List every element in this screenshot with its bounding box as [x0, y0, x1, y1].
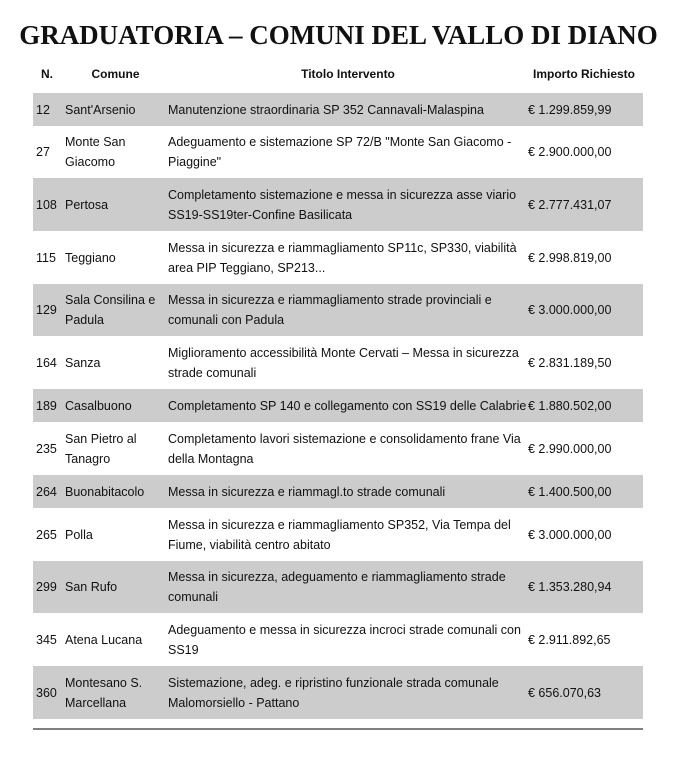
cell-n: 264 — [36, 484, 57, 499]
table-row — [33, 475, 643, 508]
cell-n: 129 — [36, 303, 57, 317]
cell-n: 164 — [36, 355, 57, 370]
cell-importo: € 3.000.000,00 — [528, 303, 612, 317]
table-row — [33, 561, 643, 613]
table-header — [33, 60, 643, 88]
cell-titolo: Messa in sicurezza, adeguamento e riammagliamento strade comunali — [168, 570, 506, 604]
page-title: GRADUATORIA – COMUNI DEL VALLO DI DIANO — [19, 20, 658, 50]
cell-n: 27 — [36, 145, 50, 159]
cell-importo: € 1.299.859,99 — [528, 102, 612, 117]
cell-titolo: Messa in sicurezza e riammagliamento strade provinciali e comunali con Padula — [168, 293, 492, 327]
cell-titolo: Completamento lavori sistemazione e consolidamento frane Via della Montagna — [168, 431, 521, 466]
cell-comune: Monte San Giacomo — [65, 135, 126, 169]
cell-titolo: Adeguamento e sistemazione SP 72/B "Monte San Giacomo - Piaggine" — [168, 135, 512, 169]
table-row — [33, 508, 643, 561]
cell-comune: Buonabitacolo — [65, 484, 145, 499]
cell-n: 265 — [36, 527, 57, 542]
header-n: N. — [41, 67, 53, 81]
cell-comune: Sant'Arsenio — [65, 102, 136, 117]
cell-importo: € 1.353.280,94 — [528, 580, 612, 594]
cell-n: 345 — [36, 632, 57, 647]
cell-importo: € 2.911.892,65 — [528, 632, 611, 647]
cell-titolo: Messa in sicurezza e riammagliamento SP11c, SP330, viabilità area PIP Teggiano, SP213... — [168, 240, 517, 275]
table-row — [33, 422, 643, 475]
cell-n: 108 — [36, 197, 57, 212]
table-row — [33, 284, 643, 336]
cell-n: 12 — [36, 102, 50, 117]
cell-importo: € 2.777.431,07 — [528, 197, 612, 212]
cell-titolo: Messa in sicurezza e riammagliamento SP352, Via Tempa del Fiume, viabilità centro abitato — [168, 517, 511, 552]
cell-comune: Polla — [65, 527, 93, 542]
table-row — [33, 613, 643, 666]
header-titolo: Titolo Intervento — [301, 67, 395, 81]
cell-n: 235 — [36, 441, 57, 456]
cell-titolo: Completamento sistemazione e messa in sicurezza asse viario SS19-SS19ter-Confine Basilicata — [168, 187, 517, 222]
cell-comune: Pertosa — [65, 197, 109, 212]
cell-comune: San Pietro al Tanagro — [65, 431, 137, 466]
cell-n: 299 — [36, 580, 57, 594]
cell-comune: San Rufo — [65, 580, 118, 594]
header-importo: Importo Richiesto — [533, 67, 636, 81]
cell-titolo: Miglioramento accessibilità Monte Cervati – Messa in sicurezza strade comunali — [168, 345, 519, 380]
cell-comune: Montesano S. Marcellana — [65, 675, 143, 710]
cell-comune: Atena Lucana — [65, 632, 143, 647]
cell-comune: Casalbuono — [65, 398, 132, 413]
cell-n: 189 — [36, 398, 57, 413]
cell-importo: € 2.900.000,00 — [528, 145, 612, 159]
ranking-table — [33, 60, 643, 719]
table-row — [33, 336, 643, 389]
table-row — [33, 666, 643, 719]
table-row — [33, 389, 643, 422]
cell-titolo: Messa in sicurezza e riammagl.to strade comunali — [168, 484, 446, 499]
cell-comune: Sanza — [65, 355, 101, 370]
cell-titolo: Adeguamento e messa in sicurezza incroci strade comunali con SS19 — [168, 622, 521, 657]
table-row — [33, 231, 643, 284]
cell-titolo: Sistemazione, adeg. e ripristino funzionale strada comunale Malomorsiello - Pattano — [168, 675, 499, 710]
cell-importo: € 1.880.502,00 — [528, 398, 612, 413]
bottom-divider — [33, 728, 643, 730]
cell-n: 115 — [36, 250, 56, 265]
cell-importo: € 2.990.000,00 — [528, 441, 612, 456]
table-row — [33, 126, 643, 178]
cell-importo: € 2.831.189,50 — [528, 355, 612, 370]
cell-n: 360 — [36, 685, 57, 700]
cell-importo: € 1.400.500,00 — [528, 484, 612, 499]
cell-titolo: Completamento SP 140 e collegamento con SS19 delle Calabrie — [168, 398, 527, 413]
cell-importo: € 656.070,63 — [528, 685, 601, 700]
cell-titolo: Manutenzione straordinaria SP 352 Cannavali-Malaspina — [168, 102, 484, 117]
table-row — [33, 178, 643, 231]
table-row — [33, 93, 643, 126]
cell-importo: € 3.000.000,00 — [528, 527, 612, 542]
header-comune: Comune — [91, 67, 140, 81]
cell-comune: Sala Consilina e Padula — [65, 293, 156, 327]
cell-importo: € 2.998.819,00 — [528, 250, 612, 265]
cell-comune: Teggiano — [65, 250, 116, 265]
